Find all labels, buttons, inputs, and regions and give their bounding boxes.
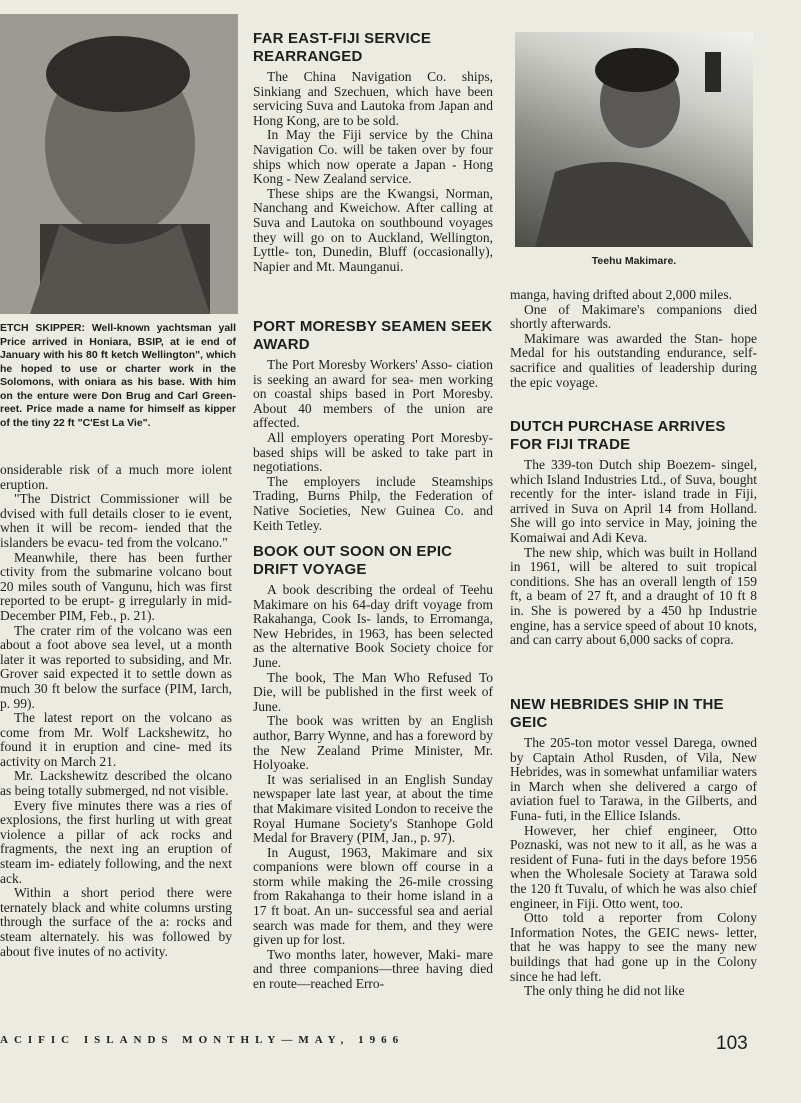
paragraph: The China Navigation Co. ships, Sinkiang and Szechuen, which have been servicing Suva and Lautoka from Japan and Hong Kong, are to be sold. [253, 69, 493, 128]
paragraph: A book describing the ordeal of Teehu Makimare on his 64-day drift voyage from Rakahanga, Cook Is- lands, to Erromanga, New Hebrides, in 1963, has been selected as the alternative Book Society choice for June. [253, 582, 493, 670]
headline: BOOK OUT SOON ON EPIC DRIFT VOYAGE [253, 543, 453, 578]
paragraph: The latest report on the volcano as come from Mr. Wolf Lackshewitz, ho found it in eruption and cine- med its activity on March 21. [0, 710, 232, 769]
page-number: 103 [716, 1033, 748, 1054]
paragraph: Every five minutes there was a ries of explosions, the first hurling ut with great violence a pillar of ack rocks and fragments, the next ing an eruption of steam im- ediately following, and the next ack. [0, 797, 232, 886]
article-drift-voyage-continued [510, 288, 757, 390]
article-dutch-purchase [510, 418, 757, 648]
paragraph: The new ship, which was built in Holland in 1961, will be altered to suit tropical conditions. She has an overall length of 159 ft, a beam of 27 ft, and a draught of 10 ft 8 in. She is powered by a 450 hp Industrie engine, has a service speed of about 10 knots, and can carry about 6,000 sacks of copra. [510, 544, 757, 648]
paragraph: The 205-ton motor vessel Darega, owned by Captain Athol Rusden, of Vila, New Hebrides, was in somewhat unfamiliar waters in March when she delivered a cargo of aviation fuel to Tarawa, in the Gilberts, and Funa- futi, in the Ellice Islands. [510, 735, 757, 823]
photo-caption-right: Teehu Makimare. [591, 255, 677, 267]
headline: DUTCH PURCHASE ARRIVES FOR FIJI TRADE [510, 418, 726, 453]
headline: FAR EAST-FIJI SERVICE REARRANGED [253, 30, 432, 65]
paragraph: The Port Moresby Workers' Asso- ciation is seeking an award for sea- men working on coastal ships based in Port Moresby. About 40 members of the union are affected. [253, 357, 493, 431]
headline: PORT MORESBY SEAMEN SEEK AWARD [253, 318, 493, 353]
paragraph: In August, 1963, Makimare and six companions were blown off course in a storm while making the 26-mile crossing from Rakahanga to their home island in a 17 ft boat. An un- successful sea and aerial search was made for them, and they were given up for lost. [253, 844, 493, 948]
paragraph: Within a short period there were ternately black and white columns ursting through the surface of the a: rocks and steam alternately. his was followed by about five inutes of no activity. [0, 885, 232, 959]
paragraph: onsiderable risk of a much more iolent eruption. [0, 462, 232, 492]
article-far-east-fiji [253, 30, 493, 274]
paragraph: Otto told a reporter from Colony Information Notes, the GEIC news- letter, that he was happy to see the many new buildings that had gone up in the Colony since he had left. [510, 910, 757, 984]
paragraph: The book was written by an English author, Barry Wynne, and has a foreword by the New Zealand Prime Minister, Mr. Holyoake. [253, 713, 493, 773]
paragraph: Two months later, however, Maki- mare and three companions—three having died en route—reached Erro- [253, 946, 493, 992]
photo-teehu-makimare [515, 32, 753, 247]
paragraph: However, her chief engineer, Otto Poznaski, was not new to it all, as he was a resident of Funa- futi in the days before 1956 when the Wholesale Society at Tarawa sold the 120 ft Tuvalu, of which he was also chief engineer, in Fiji. Otto went, too. [510, 822, 757, 911]
page-footer: ACIFIC ISLANDS MONTHLY—MAY, 1966 [0, 1034, 405, 1046]
article-drift-voyage [253, 543, 493, 992]
paragraph: In May the Fiji service by the China Navigation Co. will be taken over by four ships which now operate a Japan - Hong Kong - New Zealand service. [253, 127, 493, 187]
photo-caption-left: ETCH SKIPPER: Well-known yachtsman yall Price arrived in Honiara, BSIP, at ie end of January with his 80 ft ketch Wellington", which he hoped to use or charter work in the Solomons, with oniara as his base. With him on the enture were Don Brug and Carl Green- reet. Price made a name for himself as kipper of the tiny 22 ft "C'Est La Vie". [0, 322, 236, 429]
headline: NEW HEBRIDES SHIP IN THE GEIC [510, 696, 724, 731]
paragraph: The only thing he did not like [524, 983, 685, 999]
paragraph: The 339-ton Dutch ship Boezem- singel, which Island Industries Ltd., of Suva, bought recently for the inter- island trade in Fiji, arrived in Suva on April 14 from Holland. She will go into service in May, joining the Komaiwai and Adi Keva. [510, 457, 757, 545]
paragraph: Mr. Lackshewitz described the olcano as being totally submerged, nd not visible. [0, 768, 232, 799]
paragraph: The employers include Steamships Trading, Burns Philp, the Federation of Native Societies, New Guinea Co. and Keith Tetley. [253, 473, 493, 533]
paragraph: Meanwhile, there has been further ctivity from the submarine volcano bout 20 miles south of Vangunu, hich was first reported to be erupt- g irregularly in mid-December PIM, Feb., p. 21). [0, 549, 232, 623]
paragraph: All employers operating Port Moresby-based ships will be asked to take part in negotiations. [253, 429, 493, 475]
article-new-hebrides-ship [510, 696, 757, 999]
photo-ketch-skipper [0, 14, 238, 314]
paragraph: Makimare was awarded the Stan- hope Medal for his outstanding endurance, self-sacrifice and qualities of leadership during the epic voyage. [510, 330, 757, 390]
paragraph: The crater rim of the volcano was een about a foot above sea level, ut a month later it was reported to subsiding, and Mr. Grover said expected it to settle down as much 30 ft below the surface (PIM, Iarch, p. 99). [0, 622, 232, 711]
paragraph: It was serialised in an English Sunday newspaper late last year, at about the time that Makimare visited London to receive the Royal Humane Society's Stanhope Gold Medal for Bravery (PIM, Jan., p. 97). [253, 771, 493, 846]
paragraph: The book, The Man Who Refused To Die, will be published in the first week of June. [253, 669, 493, 714]
paragraph: manga, having drifted about 2,000 miles. [510, 287, 732, 302]
paragraph: One of Makimare's companions died shortly afterwards. [510, 301, 757, 332]
left-article [0, 463, 232, 959]
paragraph: "The District Commissioner will be dvised with full details closer to ie event, when it will be recom- iended that the islanders be evacu- ted from the volcano." [0, 491, 232, 550]
paragraph: These ships are the Kwangsi, Norman, Nanchang and Kweichow. After calling at Suva and Lautoka on southbound voyages they will go on to Auckland, Wellington, Lyttle- ton, Dunedin, Bluff (occasionally), Napier and Mt. Maunganui. [253, 185, 493, 274]
article-port-moresby [253, 318, 493, 533]
